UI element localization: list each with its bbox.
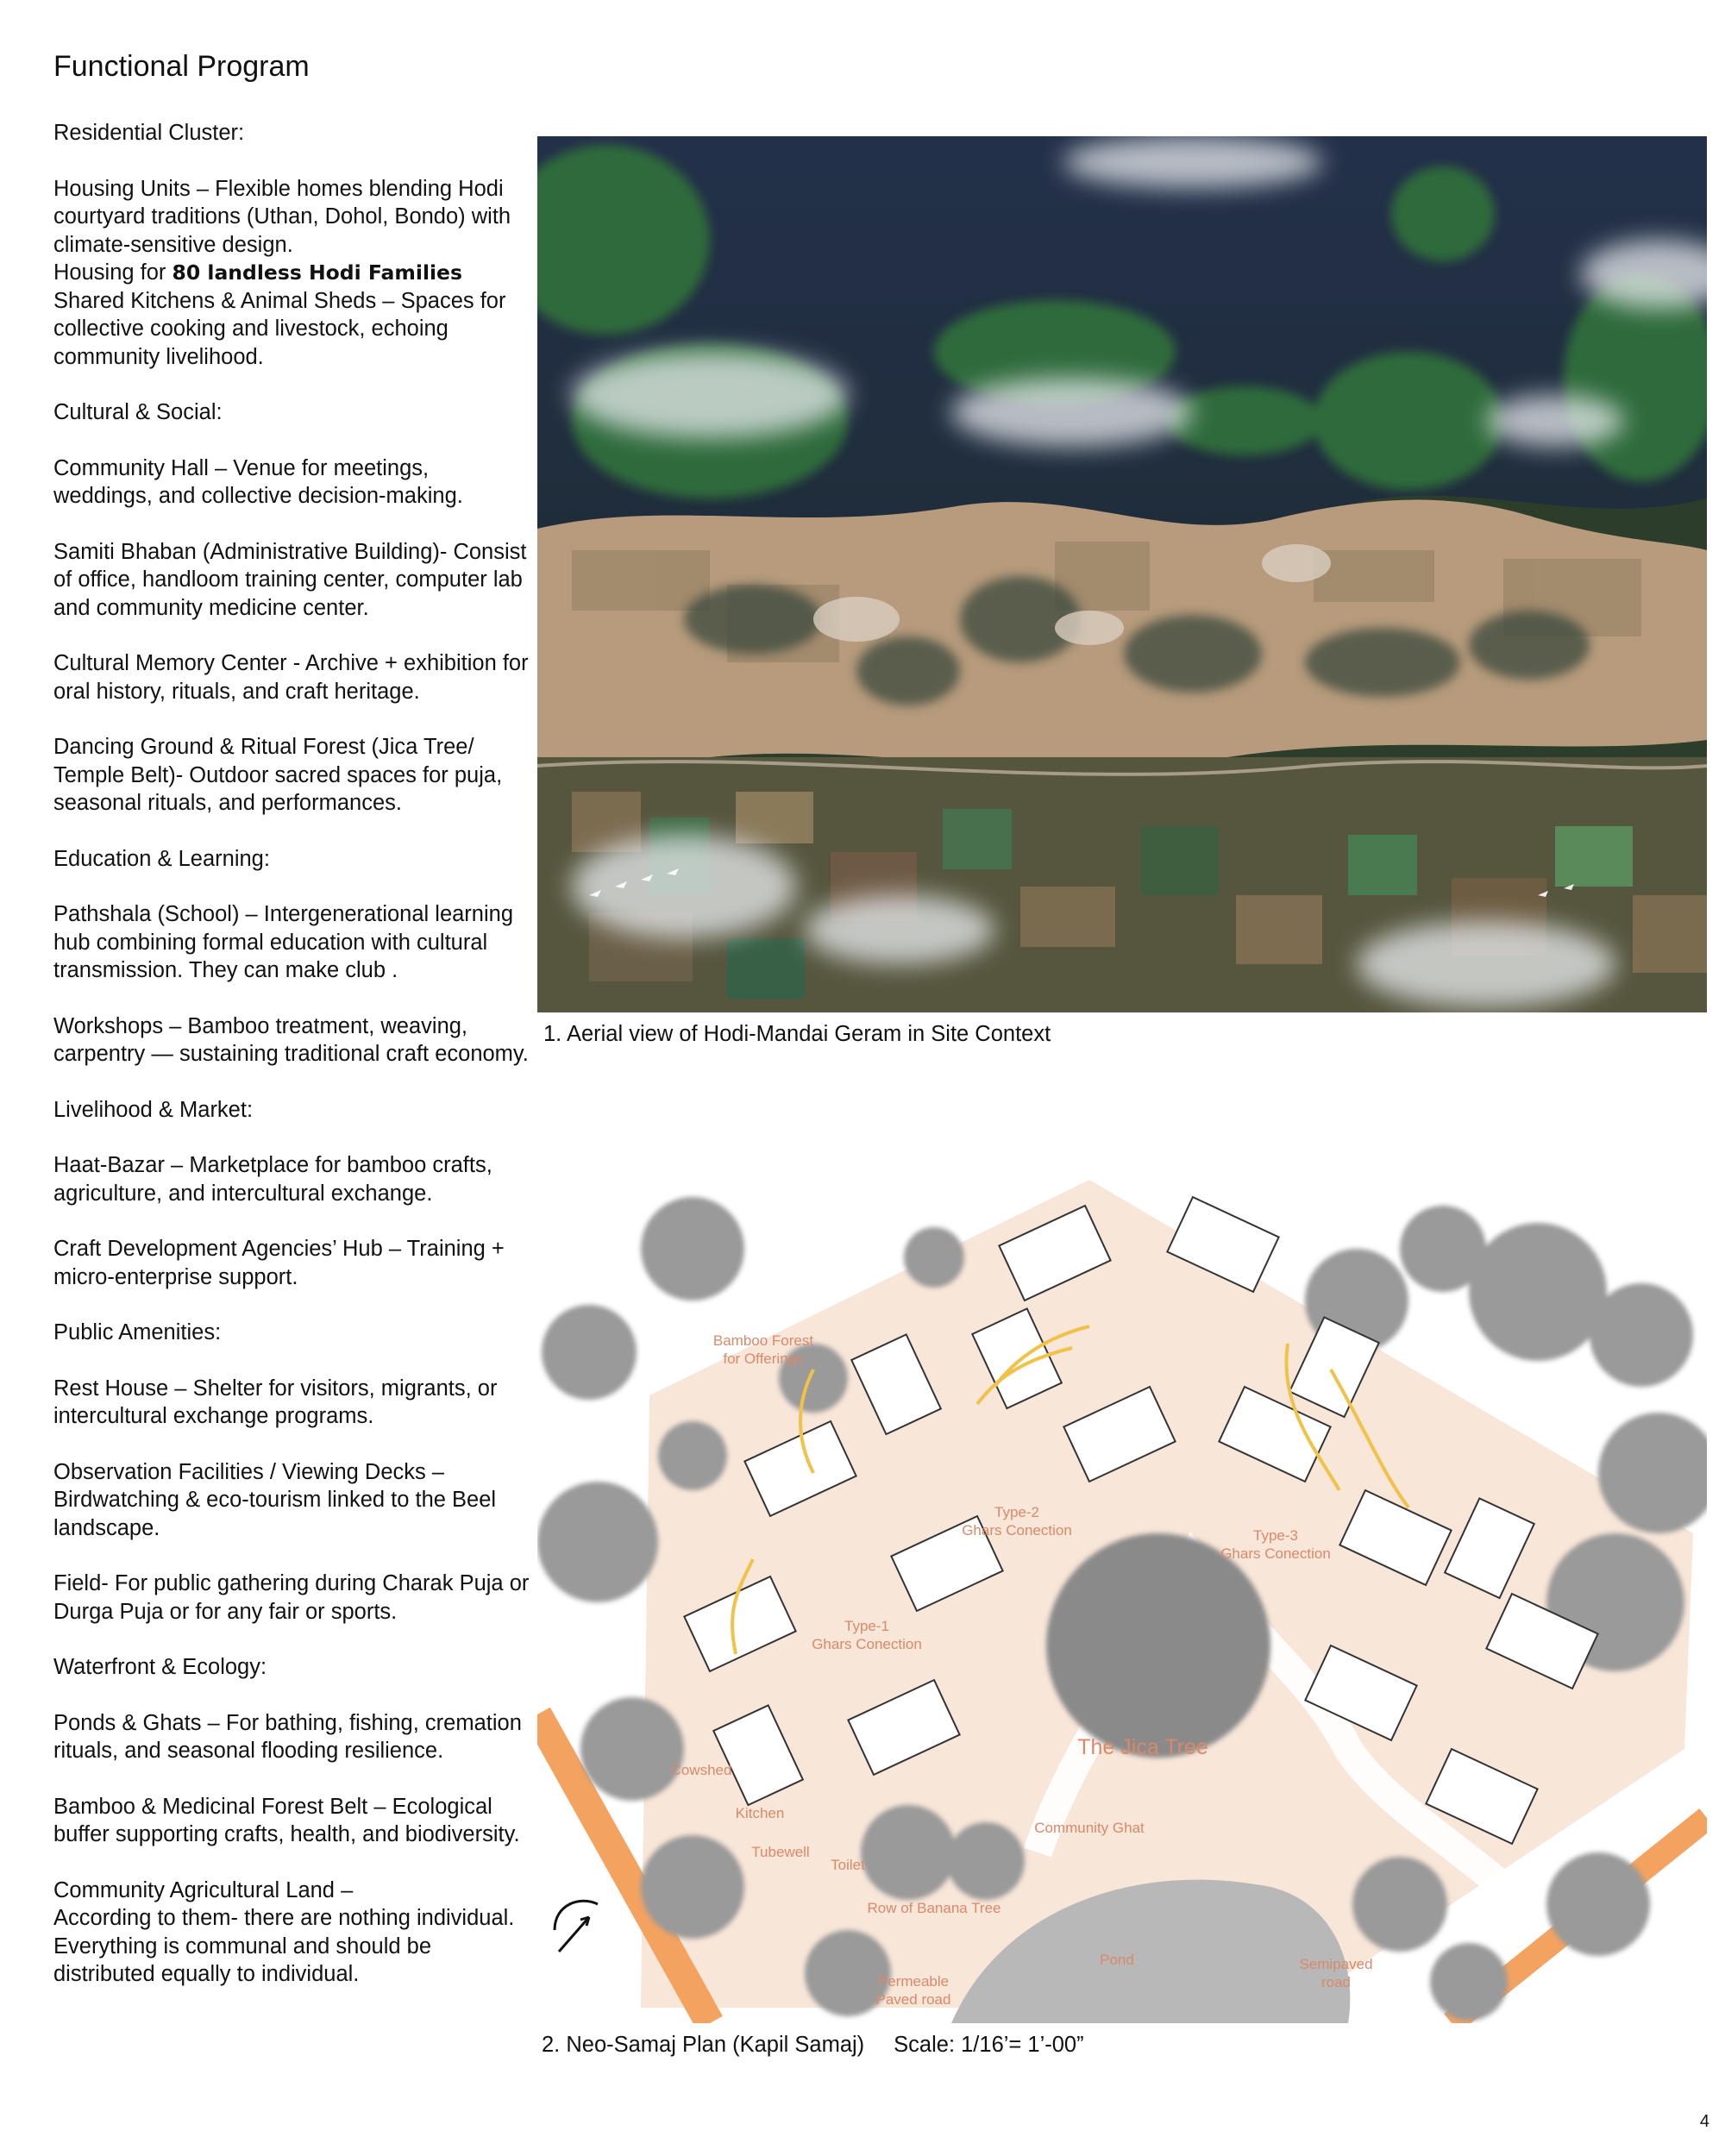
label-type3-1: Type-3 [1253,1527,1298,1544]
label-permeable-2: Paved road [875,1991,951,2008]
text-rest-house: Rest House – Shelter for visitors, migrants, or intercultural exchange programs. [53,1376,498,1428]
text-haat-bazar: Haat-Bazar – Marketplace for bamboo crafts, agriculture, and intercultural exchange. [53,1153,492,1206]
label-type3-2: Ghars Conection [1220,1545,1331,1562]
text-dancing-ground: Dancing Ground & Ritual Forest (Jica Tree/ Temple Belt)- Outdoor sacred spaces for puja, seasonal rituals, and performances. [53,735,503,815]
text-observation: Observation Facilities / Viewing Decks – Birdwatching & eco-tourism linked to the Beel landscape. [53,1459,497,1540]
text-craft-hub: Craft Development Agencies’ Hub – Training + micro-enterprise support. [53,1237,505,1289]
heading-education: Education & Learning: [53,846,270,871]
label-semipaved-1: Semipaved [1299,1956,1373,1972]
label-cowshed: Cowshed [670,1762,732,1778]
heading-livelihood: Livelihood & Market: [53,1097,254,1122]
text-housing-families: 80 landless Hodi Families [172,260,462,285]
plan-scale: Scale: 1/16’= 1’-00” [894,2033,1084,2057]
neo-samaj-plan-image [537,1145,1707,2023]
text-samiti-bhaban: Samiti Bhaban (Administrative Building)- Consist of office, handloom training center, computer lab and community medicine center. [53,539,527,620]
page-number: 4 [1699,2112,1709,2131]
label-kitchen: Kitchen [735,1805,785,1821]
text-housing-units: Housing Units – Flexible homes blending Hodi courtyard traditions (Uthan, Dohol, Bondo) with climate-sensitive design. [53,176,511,257]
label-type1-1: Type-1 [844,1618,889,1634]
label-type2-1: Type-2 [994,1504,1039,1520]
page-title: Functional Program [53,50,310,83]
text-ponds-ghats: Ponds & Ghats – For bathing, fishing, cremation rituals, and seasonal flooding resilience. [53,1710,522,1763]
label-pond: Pond [1100,1952,1134,1968]
label-permeable-1: Permeable [877,1973,950,1990]
aerial-view-graphic [537,136,1707,1012]
jica-tree-icon [1046,1533,1270,1758]
text-shared-kitchens: Shared Kitchens & Animal Sheds – Spaces for collective cooking and livestock, echoing community livelihood. [53,288,506,369]
text-cultural-memory: Cultural Memory Center - Archive + exhibition for oral history, rituals, and craft heritage. [53,651,529,704]
label-jica-tree: The Jica Tree [1077,1735,1208,1759]
text-community-hall: Community Hall – Venue for meetings, weddings, and collective decision-making. [53,455,463,508]
label-type1-2: Ghars Conection [812,1636,922,1652]
neo-samaj-plan-graphic [537,1145,1707,2023]
label-semipaved-2: road [1320,1974,1352,1990]
label-community-ghat: Community Ghat [1034,1820,1145,1836]
text-workshops: Workshops – Bamboo treatment, weaving, carpentry — sustaining traditional craft economy. [53,1013,529,1066]
aerial-view-image [537,136,1707,1012]
plan-caption-title: 2. Neo-Samaj Plan (Kapil Samaj) [542,2033,865,2057]
label-tubewell: Tubewell [751,1844,810,1860]
heading-public: Public Amenities: [53,1320,222,1344]
text-agri-body: According to them- there are nothing individual. Everything is communal and should be distributed equally to individual. [53,1906,515,1986]
label-toilet: Toilet [831,1857,865,1873]
label-bamboo-forest-2: for Offerings [723,1351,804,1367]
text-agri-title: Community Agricultural Land – [53,1877,354,1902]
functional-program-text [53,119,532,1989]
label-bamboo-forest-1: Bamboo Forest [712,1332,814,1349]
plan-caption [542,2033,1084,2058]
aerial-view-caption: 1. Aerial view of Hodi-Mandai Geram in Site Context [543,1022,1051,1046]
text-field: Field- For public gathering during Charak Puja or Durga Puja or for any fair or sports. [53,1571,530,1624]
text-pathshala: Pathshala (School) – Intergenerational learning hub combining formal education with cultural transmission. They can make club . [53,902,514,982]
text-housing-for [53,259,532,287]
heading-residential: Residential Cluster: [53,121,245,145]
label-type2-2: Ghars Conection [962,1522,1072,1539]
text-housing-for-label: Housing for [53,260,166,285]
heading-waterfront: Waterfront & Ecology: [53,1655,267,1679]
label-banana-row: Row of Banana Tree [867,1900,1001,1916]
text-bamboo-belt: Bamboo & Medicinal Forest Belt – Ecological buffer supporting crafts, health, and biodiversity. [53,1794,520,1846]
heading-cultural: Cultural & Social: [53,400,223,424]
